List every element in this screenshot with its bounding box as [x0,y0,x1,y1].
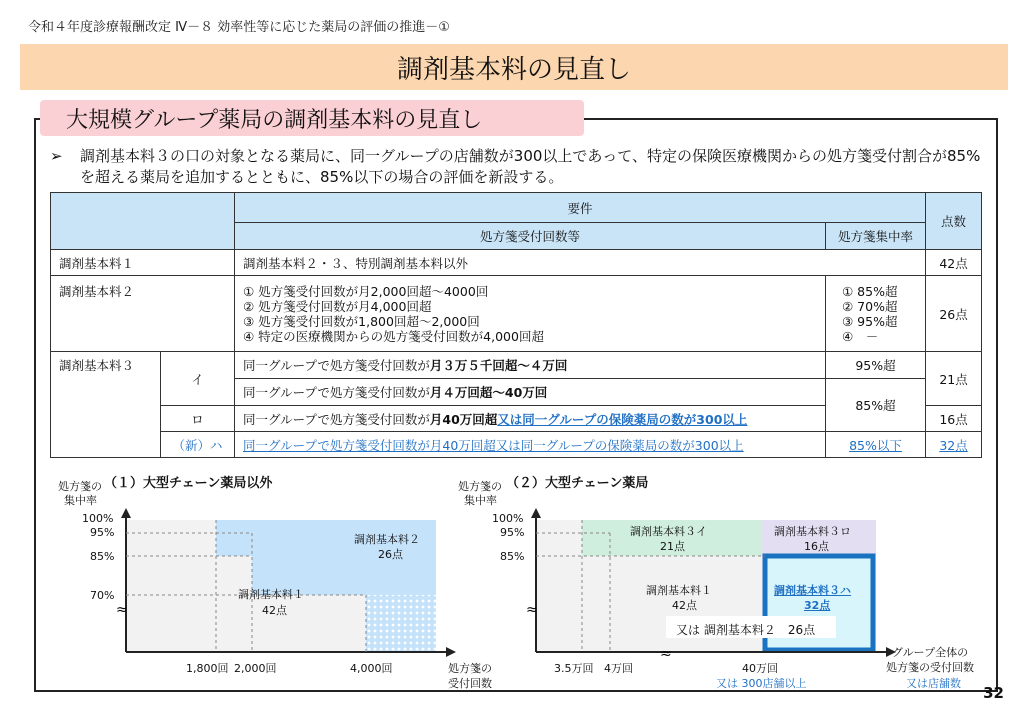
chart1-region2-pts: 26点 [378,548,403,561]
chart1-ylabel-2: 集中率 [64,494,97,507]
cond-text: 同一グループで処方箋受付回数が [243,358,430,373]
page-number: 32 [983,684,1004,702]
list-item: ④ 特定の医療機関からの処方箋受付回数が4,000回超 [243,328,544,344]
chart1-xlabel-1: 処方箋の [448,662,492,675]
chart1-region2-label: 調剤基本料２ [354,533,420,546]
chart2-region3i-label: 調剤基本料３イ [630,525,707,538]
cond-bold: 月３万５千回超～４万回 [429,358,568,373]
row-label-1: 調剤基本料１ [51,250,235,276]
chart2-alt-label: 又は 調剤基本料２ 26点 [676,623,816,637]
row-conc-3ro: 85%超 [826,379,926,432]
chart2-xtick: 4万回 [604,662,633,675]
breadcrumb: 令和４年度診療報酬改定 Ⅳ－８ 効率性等に応じた薬局の評価の推進－① [28,20,450,35]
chart1-xtick: 4,000回 [350,662,393,675]
cond-text: 同一グループで処方箋受付回数が [243,411,430,427]
chart2-xlabel-note: 又は店舗数 [906,677,961,690]
row-cond-3i-2 [235,379,826,406]
row-conc-2 [826,276,926,352]
chart1-xlabel-2: 受付回数 [448,677,492,690]
list-item: ③ 95%超 [842,313,898,329]
requirements-table [50,192,982,458]
chart2-xtick: 40万回 [742,662,778,675]
row-conc-3i-1: 95%超 [826,352,926,379]
cond-bold: 月４万回超～40万回 [429,385,548,400]
list-item: ① 処方箋受付回数が月2,000回超～4000回 [243,283,489,299]
row-cond-1: 調剤基本料２・３、特別調剤基本料以外 [235,250,926,276]
chart1-ytick: 95% [90,526,115,539]
row-points-3ha: 32点 [926,432,982,458]
header-concentration: 処方箋集中率 [826,223,926,250]
chart2-region3i-pts: 21点 [660,540,685,553]
row-label-3: 調剤基本料３ [51,352,161,458]
chart2-region1-pts: 42点 [672,599,697,612]
row-conc-3ha: 85%以下 [826,432,926,458]
chart2-ytick: 95% [500,526,525,539]
chart2-region3ha-label: 調剤基本料３ハ [774,584,851,597]
row-points-1: 42点 [926,250,982,276]
row-sub-ha: （新）ハ [161,432,235,458]
chart2-ylabel-1: 処方箋の [458,480,502,493]
row-cond-3ha: 同一グループで処方箋受付回数が月40万回超又は同一グループの保険薬局の数が300以上 [235,432,826,458]
chart2-ylabel-2: 集中率 [464,494,497,507]
bullet-text [50,146,990,188]
chart2-region3ro-pts: 16点 [804,540,829,553]
x-axis-break-icon: ≈ [660,646,672,662]
row-cond-3i-1 [235,352,826,379]
chart2-xtick-note: 又は 300店舗以上 [716,677,807,690]
header-requirements: 要件 [235,193,926,223]
y-arrow-icon [121,508,131,518]
region-2-dotted [366,595,436,652]
axis-break-icon: ≈ [526,602,538,618]
chart2-title: （２）大型チェーン薬局 [506,476,649,491]
table-corner [51,193,235,250]
chart2-xlabel-2: 処方箋の受付回数 [886,661,974,674]
list-item: ② 処方箋受付回数が月4,000回超 [243,298,432,314]
axis-break-icon: ≈ [116,602,128,618]
page-title: 調剤基本料の見直し [20,44,1008,90]
header-count: 処方箋受付回数等 [235,223,826,250]
chart2-region3ha-pts: 32点 [804,599,831,612]
x-arrow-icon [446,647,456,657]
list-item: ① 85%超 [842,283,898,299]
chart1-region1-label: 調剤基本料１ [238,588,304,601]
chart1-region1-pts: 42点 [262,604,287,617]
list-item: ④ － [842,328,879,344]
list-item: ③ 処方箋受付回数が1,800回超～2,000回 [243,313,480,329]
y-arrow-icon [531,508,541,518]
chart1-xtick: 2,000回 [234,662,277,675]
chart1-title: （１）大型チェーン薬局以外 [104,476,273,491]
header-points: 点数 [926,193,982,250]
section-title: 大規模グループ薬局の調剤基本料の見直し [40,100,584,136]
chart2-ytick: 85% [500,550,525,563]
row-label-2: 調剤基本料２ [51,276,235,352]
chart1-ytick: 100% [82,512,114,525]
chart1-ytick: 70% [90,589,115,602]
list-item: ② 70%超 [842,298,898,314]
bullet-sentence: 調剤基本料３の口の対象となる薬局に、同一グループの店舗数が300以上であって、特定の保険医療機関からの処方箋受付割合が85%を超える薬局を追加するとともに、85%以下の場合の評価を新設する。 [80,147,981,186]
cond-text: 同一グループで処方箋受付回数が [243,385,430,400]
bullet-arrow-icon: ➢ [50,147,63,165]
chart2-region1-label: 調剤基本料１ [646,584,712,597]
chart1-xtick: 1,800回 [186,662,229,675]
chart1-plot [60,490,480,670]
row-points-3ro: 16点 [926,406,982,432]
row-sub-i: イ [161,352,235,406]
cond-bold: 月40万回超 [429,411,498,427]
row-sub-ro: ロ [161,406,235,432]
cond-blue: 又は同一グループの保険薬局の数が300以上 [497,411,748,427]
chart2-xtick: 3.5万回 [554,662,594,675]
chart2-xlabel-1: グループ全体の [892,646,969,659]
row-points-3i: 21点 [926,352,982,406]
chart2-plot [470,490,910,670]
chart2-ytick: 100% [492,512,524,525]
row-cond-2 [235,276,826,352]
row-cond-3ro [235,406,826,432]
chart1-ytick: 85% [90,550,115,563]
chart2-region3ro-label: 調剤基本料３ロ [774,525,851,538]
chart1-ylabel-1: 処方箋の [58,480,102,493]
row-points-2: 26点 [926,276,982,352]
